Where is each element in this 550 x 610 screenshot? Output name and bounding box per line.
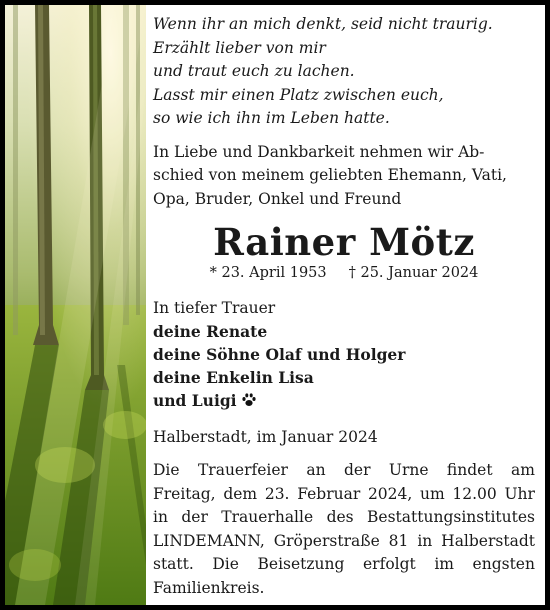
deceased-name: Rainer Mötz [213, 220, 475, 264]
birth-date: * 23. April 1953 [209, 265, 327, 281]
service-word: 2024, [367, 484, 413, 503]
mourner-pet [153, 389, 535, 414]
service-word: Gröperstraße [273, 531, 380, 550]
service-word: 23. [264, 484, 290, 503]
mourner: deine Söhne Olaf und Holger [153, 345, 406, 364]
service-word: Die [212, 555, 239, 573]
paw-print-icon [241, 391, 257, 414]
death-date: † 25. Januar 2024 [348, 265, 479, 281]
service-word: LINDEMANN, [153, 531, 265, 550]
service-word: 12.00 [452, 484, 497, 503]
mourners-block [153, 297, 535, 414]
service-word: Bestattungsinstitutes [367, 508, 535, 526]
service-word: 81 [388, 531, 409, 550]
forest-sunlight-image [5, 5, 146, 605]
service-word: der [181, 508, 208, 526]
poem-line: Wenn ihr an mich denkt, seid nicht traurig. [153, 15, 493, 33]
service-word: an [306, 461, 326, 479]
service-word: Die [153, 461, 180, 479]
poem-line: und traut euch zu lachen. [153, 62, 355, 80]
service-word: erfolgt [363, 555, 416, 573]
service-word: Halberstadt [441, 531, 535, 550]
poem-line: Lasst mir einen Platz zwischen euch, [153, 85, 444, 104]
service-word: statt. [153, 555, 194, 573]
service-line-last: Familienkreis. [153, 578, 265, 597]
service-word: des [326, 508, 354, 526]
service-word: Uhr [504, 484, 535, 503]
life-dates [153, 263, 535, 283]
place-and-date: Halberstadt, im Januar 2024 [153, 428, 378, 446]
mourner: deine Enkelin Lisa [153, 368, 314, 387]
service-word: findet [446, 461, 493, 479]
mourner: deine Renate [153, 322, 268, 341]
service-line [153, 530, 535, 554]
service-word: dem [223, 484, 258, 503]
service-word: der [343, 461, 371, 479]
forest-photo [5, 5, 146, 605]
service-word: Urne [388, 461, 429, 479]
service-word: Trauerhalle [221, 508, 314, 526]
service-line [153, 483, 535, 507]
service-word: Freitag, [153, 484, 216, 503]
service-word: engsten [472, 555, 535, 573]
service-announcement [153, 459, 535, 600]
service-word: Trauerfeier [197, 461, 288, 479]
service-word: Beisetzung [257, 555, 345, 573]
service-word: im [434, 555, 454, 573]
poem [153, 5, 535, 131]
service-word: in [153, 508, 168, 526]
service-word: in [417, 531, 433, 550]
service-word: Februar [297, 484, 361, 503]
intro-line: schied von meinem geliebten Ehemann, Vati, [153, 166, 507, 184]
trauer-label: In tiefer Trauer [153, 299, 276, 317]
service-word: um [420, 484, 445, 503]
intro-paragraph [153, 141, 535, 212]
service-line [153, 459, 535, 483]
poem-line: so wie ich ihn im Leben hatte. [153, 109, 390, 127]
intro-line: Opa, Bruder, Onkel und Freund [153, 189, 402, 208]
service-word: am [510, 461, 535, 479]
obituary-card [5, 5, 545, 605]
mourner-pet-label: und Luigi [153, 391, 237, 410]
intro-line: In Liebe und Dankbarkeit nehmen wir Ab- [153, 142, 485, 161]
obituary-text [153, 5, 535, 600]
service-line [153, 506, 535, 530]
service-line [153, 553, 535, 577]
poem-line: Erzählt lieber von mir [153, 38, 326, 57]
